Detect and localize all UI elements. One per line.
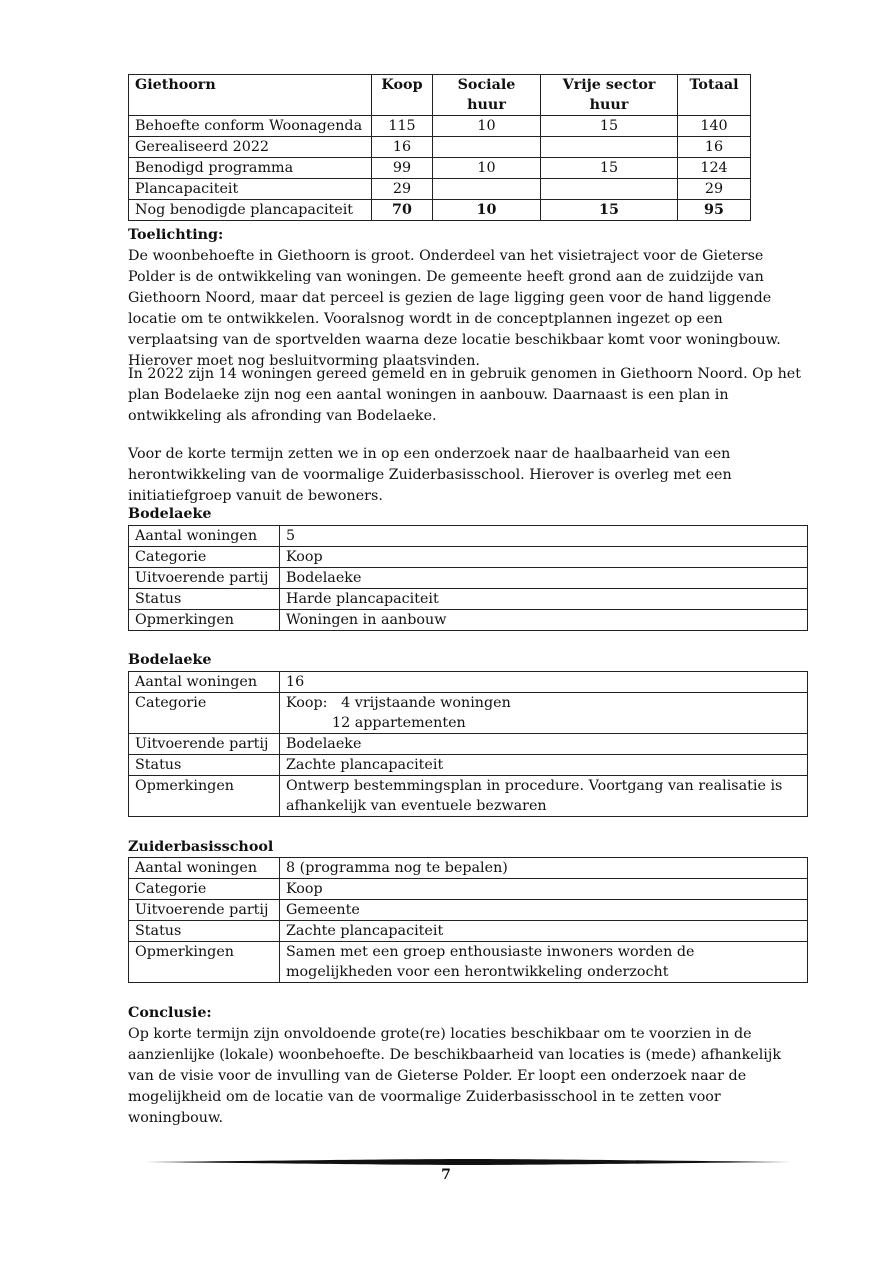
- row-value: Gemeente: [280, 900, 808, 921]
- cell-sociale-huur: 10: [433, 116, 541, 137]
- row-key: Status: [129, 921, 280, 942]
- row-label: Gerealiseerd 2022: [129, 137, 372, 158]
- row-key: Aantal woningen: [129, 526, 280, 547]
- table-row: [129, 755, 808, 776]
- cell-vrije-sector-huur: 15: [541, 158, 678, 179]
- cell-totaal: 95: [678, 200, 751, 221]
- row-key: Aantal woningen: [129, 858, 280, 879]
- cell-vrije-sector-huur: 15: [541, 200, 678, 221]
- row-key: Uitvoerende partij: [129, 734, 280, 755]
- categorie-line: Koop: 4 vrijstaande woningen: [286, 695, 511, 711]
- conclusie-section: [128, 1003, 808, 1129]
- row-value: Koop: [280, 879, 808, 900]
- categorie-line: 12 appartementen: [332, 715, 466, 731]
- table-row: [129, 589, 808, 610]
- table-row: [129, 858, 808, 879]
- table-row: [129, 693, 808, 734]
- row-key: Uitvoerende partij: [129, 900, 280, 921]
- table-row: [129, 116, 751, 137]
- header-cell: Totaal: [678, 75, 751, 116]
- cell-totaal: 140: [678, 116, 751, 137]
- info-table-bodelaeke-1: [128, 525, 808, 631]
- row-value: Zachte plancapaciteit: [280, 921, 808, 942]
- cell-koop: 99: [372, 158, 433, 179]
- row-key: Uitvoerende partij: [129, 568, 280, 589]
- row-key: Status: [129, 589, 280, 610]
- row-label: Behoefte conform Woonagenda: [129, 116, 372, 137]
- table-row: [129, 942, 808, 983]
- cell-totaal: 16: [678, 137, 751, 158]
- table-row: [129, 734, 808, 755]
- block-title-zuiderbasisschool: Zuiderbasisschool: [128, 839, 274, 855]
- row-value: Woningen in aanbouw: [280, 610, 808, 631]
- table-row: [129, 776, 808, 817]
- cell-vrije-sector-huur: [541, 179, 678, 200]
- row-key: Opmerkingen: [129, 776, 280, 817]
- cell-totaal: 124: [678, 158, 751, 179]
- header-cell: Koop: [372, 75, 433, 116]
- table-row: [129, 179, 751, 200]
- cell-koop: 70: [372, 200, 433, 221]
- block-title-bodelaeke: Bodelaeke: [128, 652, 212, 668]
- table-row: [129, 672, 808, 693]
- row-value: Harde plancapaciteit: [280, 589, 808, 610]
- cell-sociale-huur: 10: [433, 200, 541, 221]
- page-number: 7: [441, 1167, 451, 1183]
- row-value: Ontwerp bestemmingsplan in procedure. Voortgang van realisatie is afhankelijk van eventuele bezwaren: [280, 776, 808, 817]
- row-value: Bodelaeke: [280, 568, 808, 589]
- summary-table: [128, 74, 751, 221]
- cell-sociale-huur: [433, 179, 541, 200]
- table-row: [129, 610, 808, 631]
- row-value: 5: [280, 526, 808, 547]
- row-value: 16: [280, 672, 808, 693]
- table-row: [129, 568, 808, 589]
- toelichting-paragraph-2: In 2022 zijn 14 woningen gereed gemeld en in gebruik genomen in Giethoorn Noord. Op het plan Bodelaeke zijn nog een aantal woningen in aanbouw. Daarnaast is een plan in ontwikkeling als afronding van Bodelaeke.: [128, 366, 802, 424]
- row-value: Bodelaeke: [280, 734, 808, 755]
- block-title-bodelaeke: Bodelaeke: [128, 506, 212, 522]
- row-label: Nog benodigde plancapaciteit: [129, 200, 372, 221]
- cell-sociale-huur: [433, 137, 541, 158]
- row-key: Status: [129, 755, 280, 776]
- row-value: 8 (programma nog te bepalen): [280, 858, 808, 879]
- row-key: Aantal woningen: [129, 672, 280, 693]
- row-label: Benodigd programma: [129, 158, 372, 179]
- conclusie-heading: Conclusie:: [128, 1005, 212, 1021]
- toelichting-heading: Toelichting:: [128, 227, 224, 243]
- cell-vrije-sector-huur: [541, 137, 678, 158]
- row-key: Categorie: [129, 879, 280, 900]
- table-row: [129, 158, 751, 179]
- toelichting-paragraph-1: De woonbehoefte in Giethoorn is groot. Onderdeel van het visietraject voor de Gieterse Polder is de ontwikkeling van woningen. De gemeente heeft grond aan de zuidzijde van Giethoorn Noord, maar dat perceel is gezien de lage ligging geen voor de hand liggende locatie om te ontwikkelen. Vooralsnog wordt in de conceptplannen ingezet op een verplaatsing van de sportvelden waarna deze locatie beschikbaar komt voor woningbouw. Hierover moet nog besluitvorming plaatsvinden.: [128, 248, 781, 369]
- cell-vrije-sector-huur: 15: [541, 116, 678, 137]
- header-cell: Giethoorn: [129, 75, 372, 116]
- table-row: [129, 547, 808, 568]
- table-row: [129, 900, 808, 921]
- header-cell: Sociale huur: [433, 75, 541, 116]
- footer-rule: [145, 1157, 791, 1167]
- row-key: Opmerkingen: [129, 942, 280, 983]
- info-table-zuiderbasisschool: [128, 857, 808, 983]
- cell-sociale-huur: 10: [433, 158, 541, 179]
- table-row: [129, 879, 808, 900]
- header-cell: Vrije sector huur: [541, 75, 678, 116]
- row-label: Plancapaciteit: [129, 179, 372, 200]
- row-value: Samen met een groep enthousiaste inwoners worden de mogelijkheden voor een herontwikkeling onderzocht: [280, 942, 808, 983]
- row-value: [280, 693, 808, 734]
- cell-koop: 16: [372, 137, 433, 158]
- row-value: Koop: [280, 547, 808, 568]
- cell-koop: 115: [372, 116, 433, 137]
- toelichting-paragraph-3: Voor de korte termijn zetten we in op een onderzoek naar de haalbaarheid van een herontwikkeling van de voormalige Zuiderbasisschool. Hierover is overleg met een initiatiefgroep vanuit de bewoners.: [128, 446, 732, 504]
- table-row: [129, 921, 808, 942]
- table-row: [129, 137, 751, 158]
- table-header-row: [129, 75, 751, 116]
- table-row-total: [129, 200, 751, 221]
- row-key: Opmerkingen: [129, 610, 280, 631]
- row-value: Zachte plancapaciteit: [280, 755, 808, 776]
- row-key: Categorie: [129, 547, 280, 568]
- toelichting-section: [128, 225, 808, 372]
- info-table-bodelaeke-2: [128, 671, 808, 817]
- cell-koop: 29: [372, 179, 433, 200]
- conclusie-text: Op korte termijn zijn onvoldoende grote(re) locaties beschikbaar om te voorzien in de aanzienlijke (lokale) woonbehoefte. De beschikbaarheid van locaties is (mede) afhankelijk van de visie voor de invulling van de Gieterse Polder. Er loopt een onderzoek naar de mogelijkheid om de locatie van de voormalige Zuiderbasisschool in te zetten voor woningbouw.: [128, 1026, 781, 1126]
- table-row: [129, 526, 808, 547]
- cell-totaal: 29: [678, 179, 751, 200]
- row-key: Categorie: [129, 693, 280, 734]
